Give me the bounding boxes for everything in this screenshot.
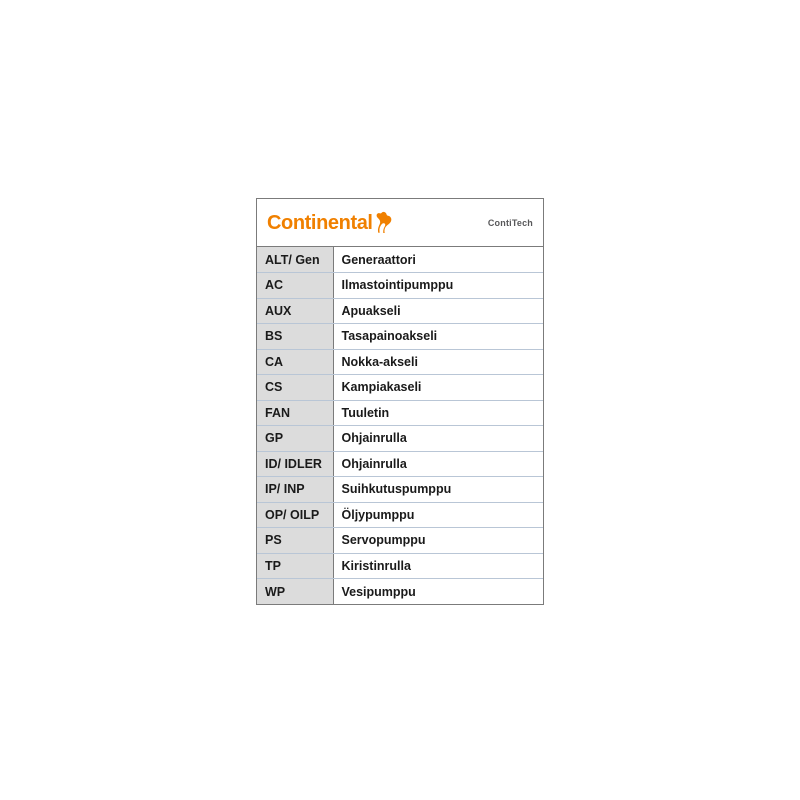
legend-table-body [257, 247, 543, 604]
abbr-cell: AUX [257, 298, 333, 324]
desc-cell: Kampiakaseli [333, 375, 543, 401]
table-row [257, 477, 543, 503]
abbr-cell: CA [257, 349, 333, 375]
abbr-cell: WP [257, 579, 333, 605]
table-row [257, 553, 543, 579]
desc-cell: Kiristinrulla [333, 553, 543, 579]
desc-cell: Servopumppu [333, 528, 543, 554]
desc-cell: Generaattori [333, 247, 543, 273]
table-row [257, 579, 543, 605]
desc-cell: Ohjainrulla [333, 426, 543, 452]
desc-cell: Ilmastointipumppu [333, 273, 543, 299]
desc-cell: Vesipumppu [333, 579, 543, 605]
table-row [257, 273, 543, 299]
desc-cell: Apuakseli [333, 298, 543, 324]
desc-cell: Tasapainoakseli [333, 324, 543, 350]
legend-card [256, 198, 544, 605]
table-row [257, 349, 543, 375]
desc-cell: Nokka-akseli [333, 349, 543, 375]
table-row [257, 247, 543, 273]
abbr-cell: IP/ INP [257, 477, 333, 503]
abbr-cell: AC [257, 273, 333, 299]
desc-cell: Suihkutuspumppu [333, 477, 543, 503]
table-row [257, 528, 543, 554]
desc-cell: Tuuletin [333, 400, 543, 426]
horse-icon [375, 211, 393, 233]
table-row [257, 298, 543, 324]
abbr-cell: BS [257, 324, 333, 350]
table-row [257, 451, 543, 477]
brand-header [257, 199, 543, 247]
abbr-cell: ALT/ Gen [257, 247, 333, 273]
brand-wordmark: Continental [267, 211, 373, 234]
abbr-cell: FAN [257, 400, 333, 426]
continental-logo [267, 212, 393, 234]
abbr-cell: CS [257, 375, 333, 401]
desc-cell: Ohjainrulla [333, 451, 543, 477]
table-row [257, 400, 543, 426]
abbr-cell: GP [257, 426, 333, 452]
sub-brand-label: ContiTech [487, 217, 533, 228]
abbr-cell: OP/ OILP [257, 502, 333, 528]
abbreviation-legend-table [257, 247, 543, 604]
table-row [257, 324, 543, 350]
abbr-cell: ID/ IDLER [257, 451, 333, 477]
table-row [257, 502, 543, 528]
table-row [257, 426, 543, 452]
abbr-cell: PS [257, 528, 333, 554]
table-row [257, 375, 543, 401]
abbr-cell: TP [257, 553, 333, 579]
desc-cell: Öljypumppu [333, 502, 543, 528]
